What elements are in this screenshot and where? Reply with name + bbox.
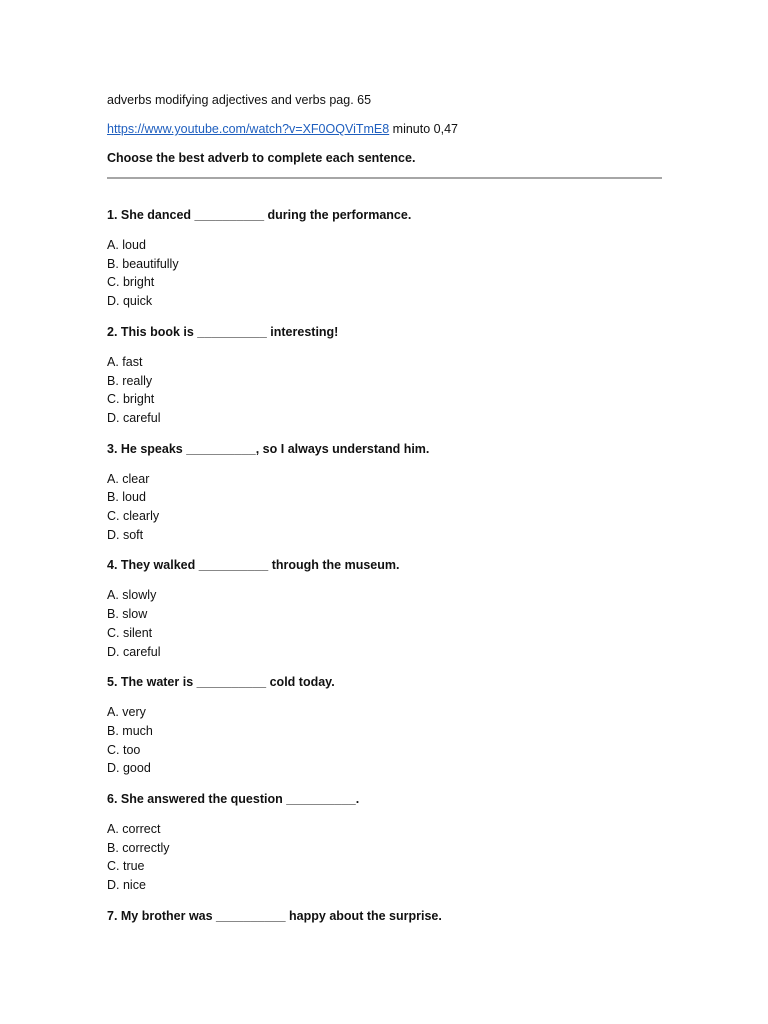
answer-option: A. clear: [107, 471, 150, 486]
question-list: [107, 207, 662, 924]
answer-option: D. good: [107, 761, 151, 776]
question-text: 3. He speaks __________, so I always understand him.: [107, 441, 430, 456]
question-text: 4. They walked __________ through the museum.: [107, 558, 400, 573]
document-content: [107, 92, 662, 937]
answer-option: A. very: [107, 705, 146, 720]
answer-option: B. loud: [107, 490, 146, 505]
answer-option: C. bright: [107, 392, 155, 407]
answer-option: B. correctly: [107, 840, 170, 855]
question-block: [107, 324, 662, 428]
answer-option: B. slow: [107, 607, 148, 622]
answer-option: C. true: [107, 859, 145, 874]
question-text: 1. She danced __________ during the performance.: [107, 208, 412, 222]
question-block: [107, 791, 662, 895]
question-block: [107, 908, 662, 924]
answer-option: B. much: [107, 723, 153, 738]
answer-option: A. slowly: [107, 588, 157, 603]
answer-option: C. silent: [107, 625, 153, 640]
question-block: [107, 674, 662, 778]
answer-option: D. careful: [107, 644, 161, 659]
answer-option: D. quick: [107, 294, 153, 309]
question-text: 2. This book is __________ interesting!: [107, 324, 339, 339]
answer-option: B. beautifully: [107, 256, 179, 271]
answer-option: C. bright: [107, 275, 155, 290]
video-link-line: [107, 121, 662, 137]
question-text: 7. My brother was __________ happy about the surprise.: [107, 908, 442, 923]
divider: [107, 177, 662, 179]
instructions: Choose the best adverb to complete each sentence.: [107, 151, 416, 165]
question-text: 6. She answered the question __________.: [107, 792, 360, 807]
document-title: adverbs modifying adjectives and verbs pag. 65: [107, 93, 372, 107]
question-block: [107, 207, 662, 311]
question-text: 5. The water is __________ cold today.: [107, 675, 335, 690]
answer-option: A. correct: [107, 822, 161, 837]
youtube-link[interactable]: https://www.youtube.com/watch?v=XF0OQViTmE8: [107, 122, 390, 136]
question-block: [107, 441, 662, 545]
answer-option: A. fast: [107, 354, 143, 369]
answer-option: D. nice: [107, 878, 146, 893]
minute-note: minuto 0,47: [389, 122, 458, 136]
answer-option: D. careful: [107, 410, 161, 425]
answer-option: C. too: [107, 742, 141, 757]
answer-option: A. loud: [107, 238, 146, 252]
question-block: [107, 557, 662, 661]
answer-option: D. soft: [107, 527, 144, 542]
answer-option: B. really: [107, 373, 153, 388]
answer-option: C. clearly: [107, 509, 160, 524]
